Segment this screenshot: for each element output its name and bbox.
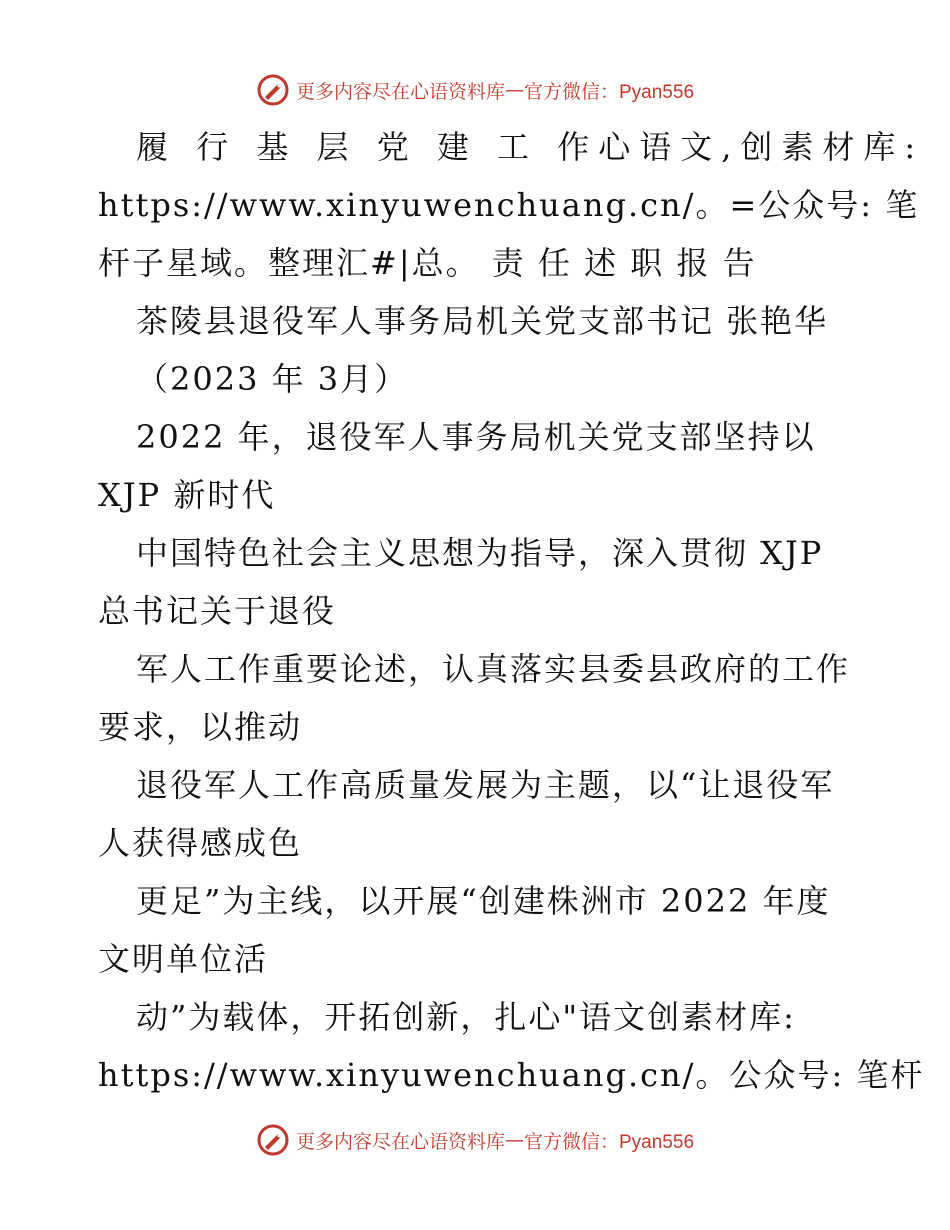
text-line: 总书记关于退役 [98, 592, 337, 630]
text-line: XJP 新时代 [98, 476, 276, 514]
text-line: 履 行 基 层 党 建 工 作心语文,创素材库: [136, 128, 925, 166]
banner-separator: — [505, 1129, 524, 1151]
text-line: 要求，以推动 [98, 708, 303, 746]
text-line: 2022 年，退役军人事务局机关党支部坚持以 [136, 418, 816, 456]
text-line: https://www.xinyuwenchuang.cn/。=公众号: 笔 [98, 186, 920, 224]
document-body [98, 118, 925, 1104]
text-line: 杆子星域。整理汇#|总。 责 任 述 职 报 告 [98, 244, 757, 282]
pen-nib-circle-icon [256, 73, 290, 107]
text-line: 人获得感成色 [98, 824, 303, 862]
text-line: 军人工作重要论述，认真落实县委县政府的工作 [136, 650, 851, 688]
text-line: 文明单位活 [98, 940, 269, 978]
pen-nib-circle-icon [256, 1123, 290, 1157]
text-line: 更足”为主线，以开展“创建株洲市 2022 年度 [136, 882, 831, 920]
text-line: 茶陵县退役军人事务局机关党支部书记 张艳华 [136, 302, 829, 340]
text-line: 中国特色社会主义思想为指导，深入贯彻 XJP [136, 534, 824, 572]
footer-watermark-banner [0, 1120, 950, 1160]
banner-text: 更多内容尽在心语资料库 [295, 80, 505, 103]
banner-contact: 官方微信：Pyan556 [524, 81, 695, 103]
header-watermark-banner [0, 70, 950, 110]
text-line: 动”为载体，开拓创新，扎心"语文创素材库: [136, 998, 796, 1036]
text-line: https://www.xinyuwenchuang.cn/。公众号: 笔杆 [98, 1056, 925, 1094]
banner-contact: 官方微信：Pyan556 [524, 1131, 695, 1153]
banner-separator: — [505, 79, 524, 101]
text-line: 退役军人工作高质量发展为主题，以“让退役军 [136, 766, 835, 804]
text-line: （2023 年 3月） [136, 360, 409, 398]
banner-text: 更多内容尽在心语资料库 [295, 1130, 505, 1153]
